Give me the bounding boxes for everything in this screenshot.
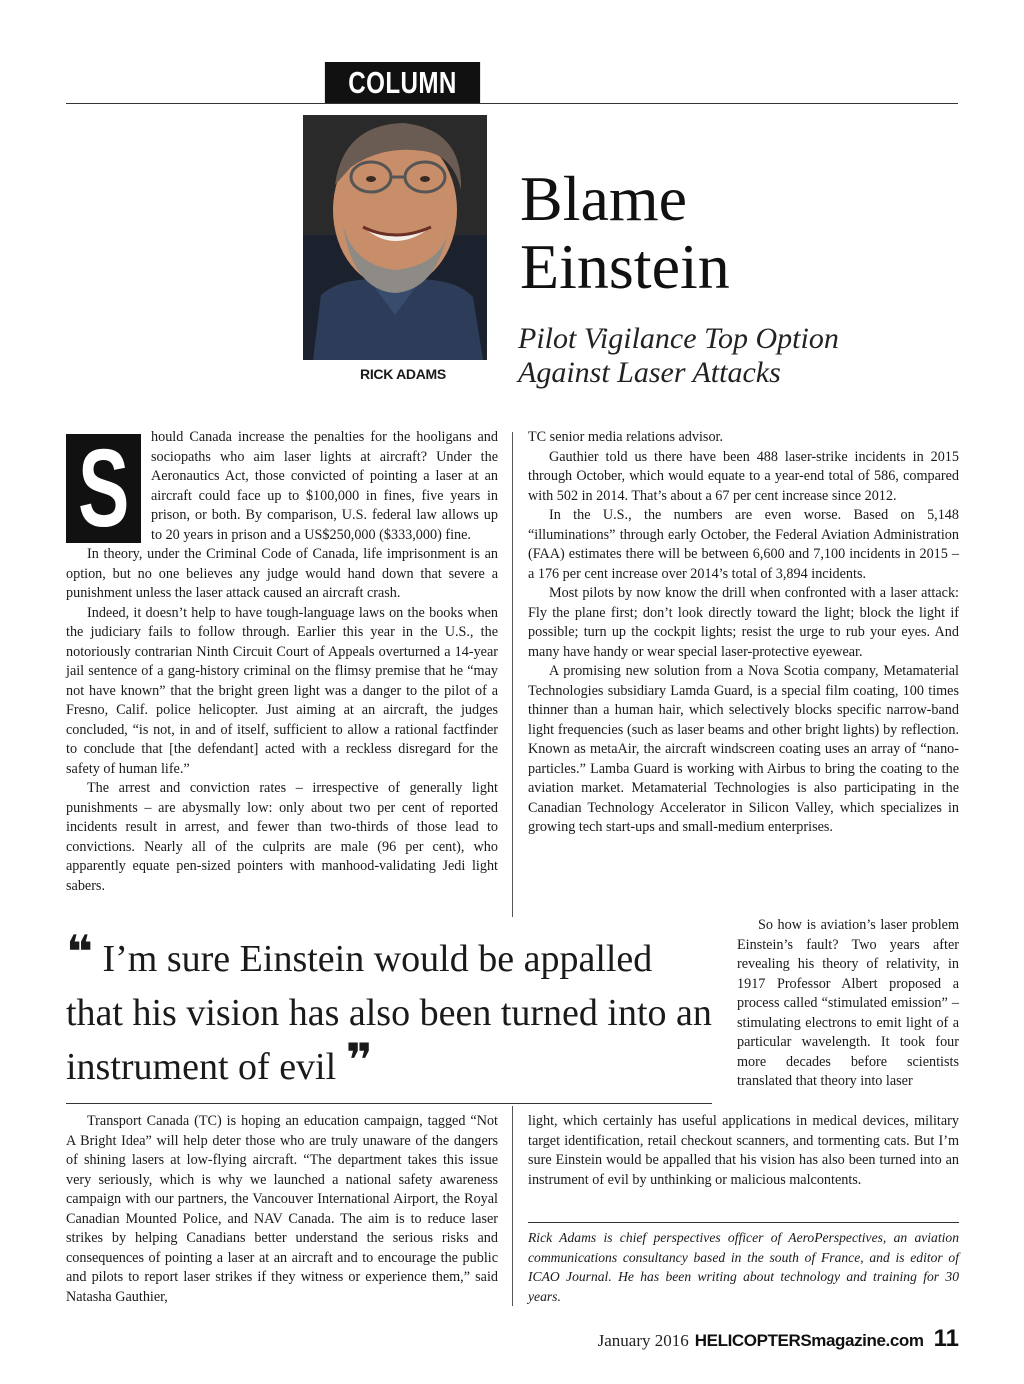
paragraph: Gauthier told us there have been 488 laser-strike incidents in 2015 through October, which would equate to a year-end total of 586, compared with 502 in 2014. That’s about a 67 per cent increase since 2012. xyxy=(528,448,959,504)
close-quote-icon: ❞ xyxy=(345,1034,373,1086)
top-rule xyxy=(66,103,958,104)
subhead-line-2: Against Laser Attacks xyxy=(518,356,781,389)
subhead xyxy=(518,322,839,390)
right-column-top xyxy=(528,428,959,838)
author-bio: Rick Adams is chief perspectives officer of AeroPerspectives, an aviation communications consultancy based in the south of France, and is editor of ICAO Journal. He has been writing about technology and training for 30 years. xyxy=(528,1230,959,1304)
left-column-top xyxy=(66,428,498,896)
paragraph: TC senior media relations advisor. xyxy=(528,429,724,445)
issue-date: January 2016 xyxy=(597,1331,689,1350)
section-tag: COLUMN xyxy=(325,62,480,104)
drop-cap: S xyxy=(66,434,141,543)
paragraph: Indeed, it doesn’t help to have tough-language laws on the books when the judiciary fails to follow through. Earlier this year in the U.S., the notoriously contrarian Ninth Circuit Court of Appeals overturned a 14-year jail sentence of a gang-history criminal on the flimsy premise that he “may not have known” that the bright green light was a danger to the pilot of a Fresno, Calif. police helicopter. Just aiming at an aircraft, the judges concluded, “is not, in and of itself, sufficient to allow a rational factfinder to conclude that [the defendant] acted with a reckless disregard for the safety of human life.” xyxy=(66,604,498,777)
open-quote-icon: ❝ xyxy=(66,926,93,978)
paragraph: hould Canada increase the penalties for the hooligans and sociopaths who aim laser lights at aircraft? Under the Aeronautics Act, those convicted of pointing a laser at an aircraft could face up to $100,000 in fines, five years in prison, or both. By comparison, U.S. federal law allows up to 20 years in prison and a US$250,000 ($333,000) fine. xyxy=(151,429,498,543)
headline-line-1: Blame xyxy=(520,163,688,234)
paragraph: A promising new solution from a Nova Scotia company, Metamaterial Technologies subsidiary Lamda Guard, is a special film coating, 100 times thinner than a human hair, which selectively blocks specific narrow-band light frequencies (such as laser beams and other bright lights) by reflection. Known as metaAir, the aircraft windscreen coating uses an array of “nano-particles.” Lamba Guard is working with Airbus to bring the coating to the aviation market. Metamaterial Technologies is also participating in the Canadian Technology Accelerator in Silicon Valley, which specializes in growing tech start-ups and small-medium enterprises. xyxy=(528,663,959,835)
paragraph: light, which certainly has useful applications in medical devices, military target identification, retail checkout scanners, and tormenting cats. But I’m sure Einstein would be appalled that his vision has also been turned into an instrument of evil by unthinking or malicious malcontents. xyxy=(528,1113,959,1188)
paragraph: So how is aviation’s laser problem Einstein’s fault? Two years after revealing his theory of relativity, in 1917 Professor Albert proposed a process called “stimulated emission” – stimulating electrons to emit light of a particular wavelength. It took four more decades before scientists translated that theory into laser xyxy=(737,917,959,1089)
pull-quote-text: I’m sure Einstein would be appalled that his vision has also been turned into an instrument of evil xyxy=(66,938,712,1088)
headline xyxy=(520,165,730,301)
bio-rule xyxy=(528,1222,959,1223)
paragraph: The arrest and conviction rates – irrespective of generally light punishments – are abysmally low: only about two per cent of reported incidents result in arrest, and fewer than two-thirds of those lead to convictions. Nearly all of the culprits are male (96 per cent), who apparently equate pen-sized pointers with manhood-validating Jedi light sabers. xyxy=(66,780,498,894)
author-name: RICK ADAMS xyxy=(360,366,446,382)
magazine-site: HELICOPTERSmagazine.com xyxy=(694,1331,924,1350)
paragraph: Most pilots by now know the drill when confronted with a laser attack: Fly the plane first; don’t look directly toward the light; block the light if possible; turn up the cockpit lights; resist the urge to rub your eyes. And many have handy or wear special laser-protective eyewear. xyxy=(528,585,959,660)
page-number: 11 xyxy=(933,1325,959,1352)
left-column-bottom xyxy=(66,1112,498,1307)
paragraph: Transport Canada (TC) is hoping an education campaign, tagged “Not A Bright Idea” will help deter those who are truly unaware of the dangers of shining lasers at low-flying aircraft. “The department takes this issue very seriously, which is why we launched a national safety awareness campaign with our partners, the Vancouver International Airport, the Royal Canadian Mounted Police, and NAV Canada. The aim is to reduce laser strikes by helping Canadians better understand the serious risks and consequences of pointing a laser at an aircraft and to encourage the public and pilots to report laser strikes if they witness or experience them,” said Natasha Gauthier, xyxy=(66,1113,498,1305)
author-portrait-photo xyxy=(303,115,487,360)
right-column-bottom xyxy=(528,1112,959,1190)
right-column-mid xyxy=(737,916,959,1092)
subhead-line-1: Pilot Vigilance Top Option xyxy=(518,322,839,355)
page-footer xyxy=(598,1325,959,1353)
paragraph: In theory, under the Criminal Code of Canada, life imprisonment is an option, but no one believes any judge would hand down that severe a punishment unless the laser attack caused an aircraft crash. xyxy=(66,546,498,601)
headline-line-2: Einstein xyxy=(520,231,730,302)
column-divider xyxy=(512,1106,513,1306)
pull-quote-rule xyxy=(66,1103,712,1104)
column-divider xyxy=(512,432,513,917)
pull-quote xyxy=(66,926,716,1094)
paragraph: In the U.S., the numbers are even worse. Based on 5,148 “illuminations” through early October, the Federal Aviation Administration (FAA) estimates there will be between 6,600 and 7,100 incidents in 2015 – a 176 per cent increase over 2014’s total of 3,894 incidents. xyxy=(528,507,959,582)
